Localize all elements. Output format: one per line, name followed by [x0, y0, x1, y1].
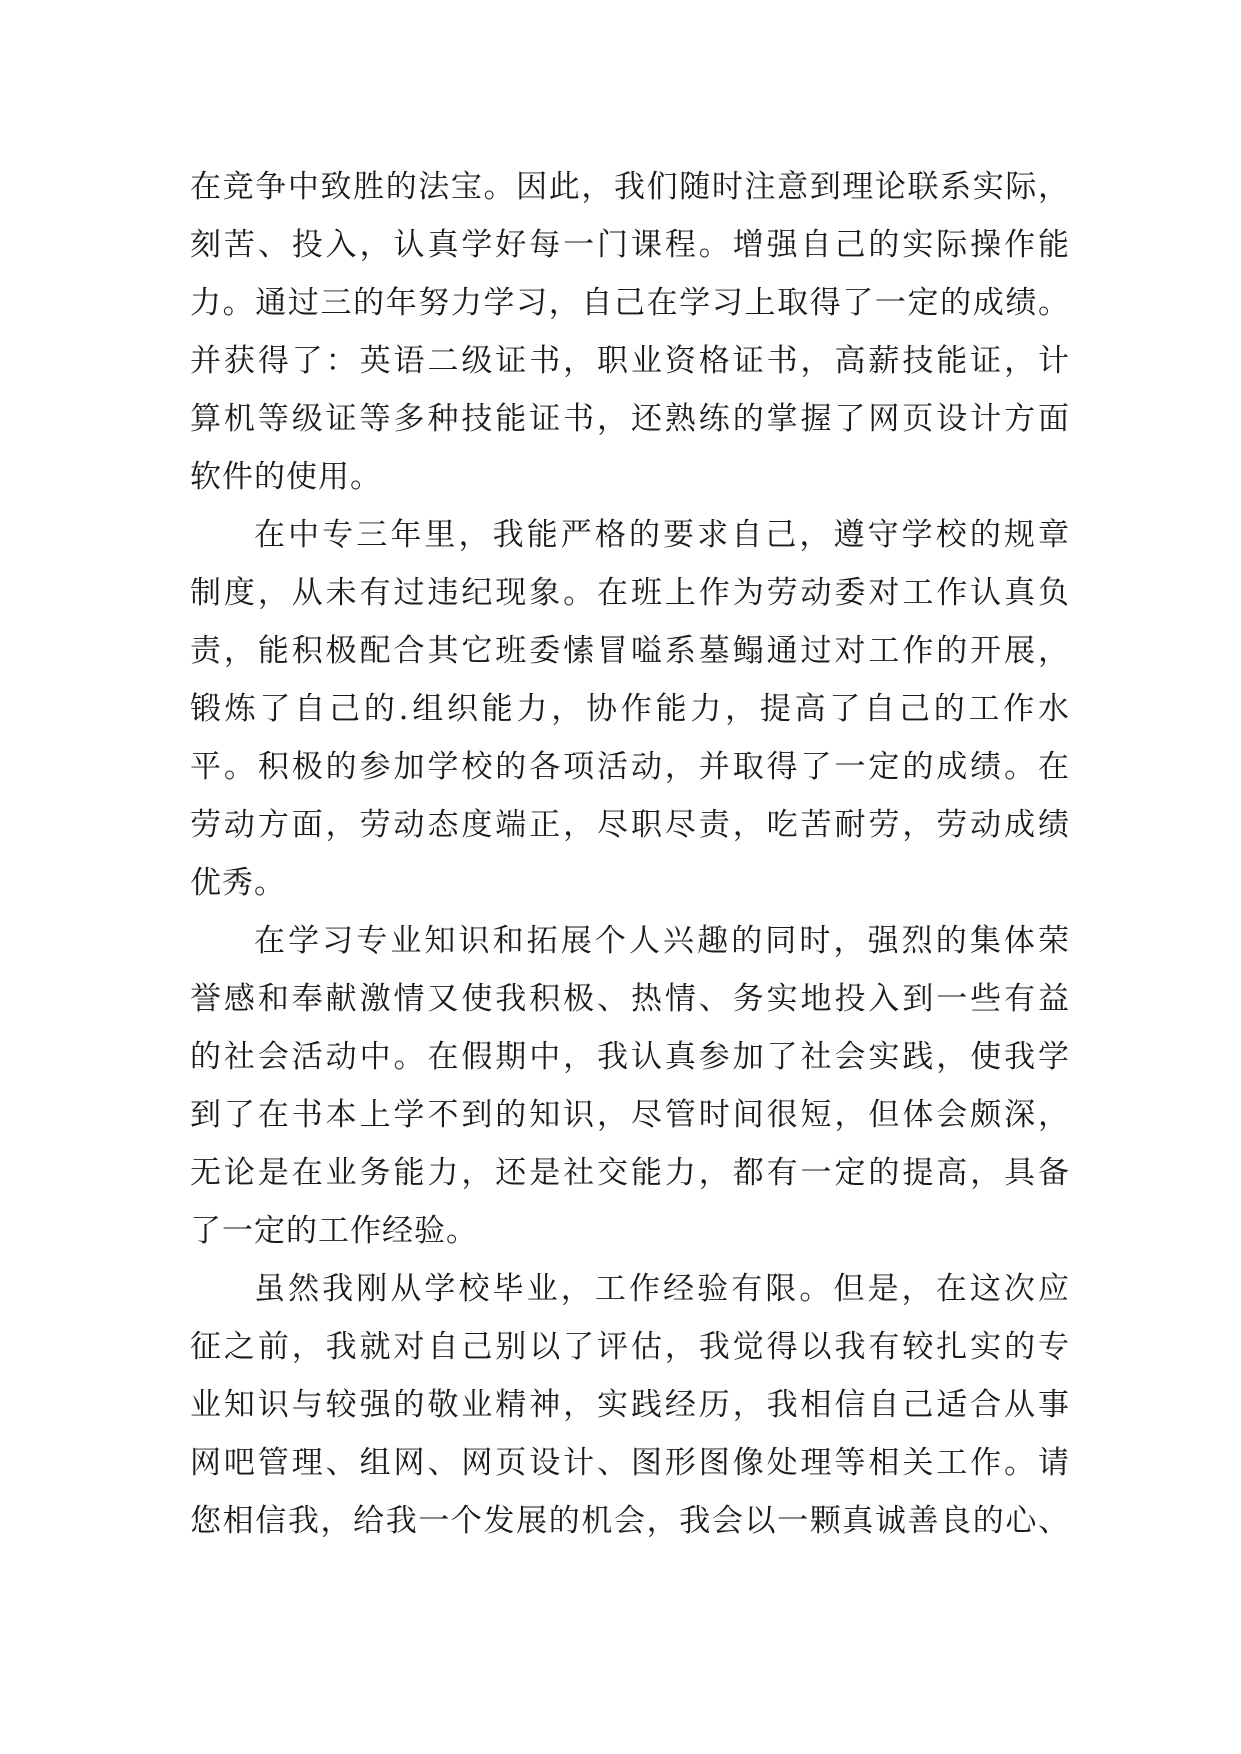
paragraph-start-line: 在中专三年里，我能严格的要求自己，遵守学校的规章	[254, 517, 1070, 553]
text-line: 的社会活动中。在假期中，我认真参加了社会实践，使我学	[190, 1039, 1070, 1075]
text-line: 到了在书本上学不到的知识，尽管时间很短，但体会颇深，	[190, 1097, 1070, 1133]
text-line: 力。通过三的年努力学习，自己在学习上取得了一定的成绩。	[190, 285, 1070, 321]
text-line: 无论是在业务能力，还是社交能力，都有一定的提高，具备	[190, 1155, 1070, 1191]
text-line: 责，能积极配合其它班委愫冒嗌系墓鳎通过对工作的开展，	[190, 633, 1070, 669]
paragraph-start-line: 在学习专业知识和拓展个人兴趣的同时，强烈的集体荣	[254, 923, 1070, 959]
text-line: 并获得了：英语二级证书，职业资格证书，高薪技能证，计	[190, 343, 1070, 379]
text-line: 算机等级证等多种技能证书，还熟练的掌握了网页设计方面	[190, 401, 1070, 437]
text-line: 了一定的工作经验。	[190, 1213, 478, 1249]
text-line: 软件的使用。	[190, 459, 382, 495]
text-line: 征之前，我就对自己别以了评估，我觉得以我有较扎实的专	[190, 1329, 1070, 1365]
text-line: 劳动方面，劳动态度端正，尽职尽责，吃苦耐劳，劳动成绩	[190, 807, 1070, 843]
text-line: 刻苦、投入，认真学好每一门课程。增强自己的实际操作能	[190, 227, 1070, 263]
text-line: 锻炼了自己的.组织能力，协作能力，提高了自己的工作水	[190, 691, 1070, 727]
text-line: 在竞争中致胜的法宝。因此，我们随时注意到理论联系实际，	[190, 169, 1070, 205]
text-line: 平。积极的参加学校的各项活动，并取得了一定的成绩。在	[190, 749, 1070, 785]
text-line: 业知识与较强的敬业精神，实践经历，我相信自己适合从事	[190, 1387, 1070, 1423]
paragraph-start-line: 虽然我刚从学校毕业，工作经验有限。但是，在这次应	[254, 1271, 1070, 1307]
body-text	[190, 158, 1070, 1550]
text-line: 优秀。	[190, 865, 286, 901]
text-line: 您相信我，给我一个发展的机会，我会以一颗真诚善良的心、	[190, 1503, 1070, 1539]
text-line: 誉感和奉献激情又使我积极、热情、务实地投入到一些有益	[190, 981, 1070, 1017]
text-line: 网吧管理、组网、网页设计、图形图像处理等相关工作。请	[190, 1445, 1070, 1481]
text-line: 制度，从未有过违纪现象。在班上作为劳动委对工作认真负	[190, 575, 1070, 611]
